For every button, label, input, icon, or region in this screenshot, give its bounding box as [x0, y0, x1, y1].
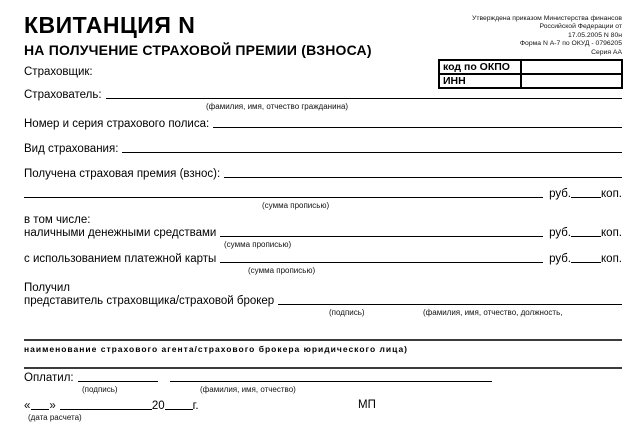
premium-row — [24, 166, 622, 180]
insured-hint: (фамилия, имя, отчество гражданина) — [206, 102, 349, 112]
approval-line: Форма N А-7 по ОКУД - 0796205 — [519, 40, 622, 48]
month-fill-line — [60, 409, 152, 410]
amount-fill-line — [24, 197, 543, 198]
payer-signature-fill-line — [78, 381, 158, 382]
continuation-line — [24, 367, 622, 369]
insurance-type-label: Вид страхования: — [24, 143, 119, 156]
approval-line: Утверждена приказом Министерства финансов — [472, 15, 622, 22]
representative-name-hint: (фамилия, имя, отчество, должность, — [423, 308, 563, 318]
insured-hint-row — [24, 101, 622, 112]
cash-kopeck-fill-line — [571, 236, 601, 237]
insurance-type-fill-line — [122, 152, 622, 153]
cash-hint-row — [24, 239, 622, 250]
card-fill-line — [220, 262, 543, 263]
insurance-type-row — [24, 141, 622, 155]
inn-value-cell — [521, 74, 622, 88]
approval-block — [472, 13, 622, 57]
cash-label: наличными денежными средствами — [24, 227, 217, 240]
form-header — [24, 13, 622, 58]
continuation-line — [24, 339, 622, 341]
representative-signature-hint: (подпись) — [329, 308, 365, 318]
insured-label: Страхователь: — [24, 89, 102, 102]
kop-label: коп. — [601, 253, 622, 266]
approval-line: Серия АА — [591, 48, 622, 56]
okpo-row — [439, 60, 622, 74]
paid-hint-row — [24, 384, 622, 395]
kop-label: коп. — [601, 188, 622, 201]
date-hint-row — [24, 412, 622, 423]
including-label: в том числе: — [24, 214, 91, 227]
representative-fill-line — [278, 304, 622, 305]
title-block — [24, 13, 372, 58]
insured-row — [24, 87, 622, 101]
amount-hint-row — [24, 200, 622, 211]
insured-fill-line — [106, 98, 622, 99]
approval-line: Российской Федерации от — [539, 23, 622, 31]
premium-fill-line — [224, 177, 622, 178]
form-subtitle: НА ПОЛУЧЕНИЕ СТРАХОВОЙ ПРЕМИИ (ВЗНОСА) — [24, 42, 372, 59]
received-label: Получил — [24, 282, 70, 295]
paid-label: Оплатил: — [24, 372, 74, 385]
kopeck-fill-line — [571, 197, 601, 198]
approval-line: 17.05.2005 N 80н — [567, 31, 622, 39]
rub-label: руб. — [549, 188, 572, 201]
amount-words-hint: (сумма прописью) — [262, 201, 330, 211]
kop-label: коп. — [601, 227, 622, 240]
insurer-label: Страховщик: — [24, 66, 93, 79]
date-century: 20 — [151, 400, 165, 413]
form-title: КВИТАНЦИЯ N — [24, 12, 196, 38]
amount-row — [24, 186, 622, 200]
date-year-suffix: г. — [192, 400, 199, 413]
payer-signature-hint: (подпись) — [82, 385, 118, 395]
codes-table — [438, 59, 623, 89]
rub-label: руб. — [549, 227, 572, 240]
cash-words-hint: (сумма прописью) — [224, 240, 292, 250]
cash-fill-line — [220, 236, 543, 237]
card-words-hint: (сумма прописью) — [248, 266, 316, 276]
representative-hint-row — [24, 307, 622, 318]
date-hint: (дата расчета) — [28, 413, 82, 423]
okpo-label: код по ОКПО — [439, 60, 521, 74]
agent-name-hint: наименование страхового агента/страхового брокера юридического лица) — [24, 344, 409, 355]
policy-fill-line — [213, 127, 622, 128]
policy-row — [24, 116, 622, 130]
stamp-label: МП — [358, 399, 376, 412]
including-row — [24, 212, 622, 226]
paid-row — [24, 371, 622, 384]
card-row — [24, 252, 622, 265]
representative-label: представитель страховщика/страховой брокер — [24, 295, 275, 308]
card-label: с использованием платежной карты — [24, 253, 217, 266]
card-hint-row — [24, 265, 622, 276]
received-row — [24, 281, 622, 294]
day-fill-line — [31, 409, 49, 410]
payer-name-hint: (фамилия, имя, отчество) — [200, 385, 296, 395]
premium-label: Получена страховая премия (взнос): — [24, 168, 221, 181]
date-close-quote: » — [49, 400, 56, 413]
year-fill-line — [165, 409, 193, 410]
representative-row — [24, 294, 622, 307]
rub-label: руб. — [549, 253, 572, 266]
inn-row — [439, 74, 622, 88]
cash-row — [24, 226, 622, 239]
okpo-value-cell — [521, 60, 622, 74]
policy-label: Номер и серия страхового полиса: — [24, 118, 210, 131]
inn-label: ИНН — [439, 74, 521, 88]
payer-name-fill-line — [170, 381, 492, 382]
card-kopeck-fill-line — [571, 262, 601, 263]
date-row — [24, 399, 622, 412]
date-open-quote: « — [24, 400, 31, 413]
